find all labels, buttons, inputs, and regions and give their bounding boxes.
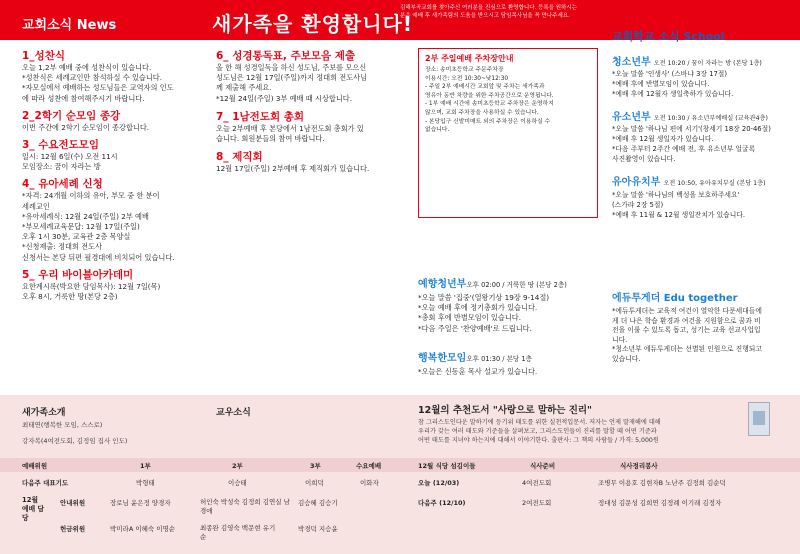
book-line-3: 어떤 태도를 지녀야 하는지에 대해서 이야기한다. 출판사: 그 책의 사람들 / 가격: 5,000원 [418,437,659,444]
edu-title: 에듀투게더 Edu together [612,293,738,304]
meal-row-next [0,496,800,510]
news-item-body [22,123,212,133]
book-cover-image [748,402,770,436]
school-line: *오늘 말씀 '하나님 편에 서기'(창세기 18장 20-46절) [612,125,771,134]
news-item [216,151,406,174]
parking-lines [425,66,591,135]
school-group-time: 오전 10:30 / 유소년부예배실 (교육관4층) [653,115,768,123]
news-item [22,139,212,172]
meal-cell: 조병무 이용호 김현자B 노난주 김정희 김순덕 [598,479,726,487]
news-line: 이번 주간에 2학기 순모임이 종강합니다. [22,122,150,132]
happy-lines [418,367,598,377]
school-group-body [612,190,798,220]
serve-row-label: 다음주 대표기도 [22,479,69,487]
news-line: 세례교인 [22,201,50,211]
news-item-body [22,282,212,302]
happy-section [418,346,598,377]
school-line: *예배 후 11월 & 12월 생일잔치가 있습니다. [612,210,746,219]
serve-cell: 박형태 [136,479,155,487]
serve-header-2: 2부 [232,462,243,470]
news-column-middle [216,50,406,181]
parking-line: - 1부 예배 시간에 송미초등학교 주차장은 운영하지 [425,101,554,108]
meal-header-0: 12월 식당 섬김이들 [418,462,476,470]
parking-line: 장소: 송미초등학교 주문주차장 [425,67,504,73]
youth-section [418,272,598,334]
happy-line: *오늘은 신동훈 목사 설교가 있습니다. [418,367,538,376]
school-line: 사진촬영이 있습니다. [612,155,676,164]
news-line: 오늘 2부예배 후 본당에서 1남전도회 총회가 있 [216,123,364,133]
school-line: *예배 후에 반별모임이 있습니다. [612,80,710,89]
serve-header-row [0,458,800,472]
school-title: 교회학교 소식 School [612,30,725,43]
parking-line: 이용시간: 오전 10:30~낮12:30 [425,75,509,82]
newfamily-line-2: 강자복(4여전도회, 김정임 집사 인도) [22,437,128,445]
news-item-title: 5_ 우리 바이블아카데미 [22,268,134,281]
news-line: 오늘 1,2부 예배 중에 성찬식이 있습니다. [22,63,152,72]
news-title: 교회소식 News [22,18,117,33]
news-line: 습니다. 회원분들의 참여 바랍니다. [216,134,325,144]
december-serve-label: 12월 예배 담당 [22,496,45,522]
parking-line: 영유아 동반 차량을 위한 주차공간으로 운영됩니다. [425,92,554,99]
parking-notice-box [418,48,598,218]
meal-cell: 2여전도회 [522,499,552,507]
news-line: 께 제출해 주세요. [216,83,272,93]
serve-cell: 허인숙 박성숙 김정희 김연실 남경애 [200,498,290,515]
school-line: (스가랴 2장 5절) [612,200,664,209]
news-item [22,50,212,104]
news-item-body [216,164,406,174]
meal-header-2: 식사정리봉사 [620,462,658,470]
news-line: *신청제출: 정대희 전도사 [22,242,103,252]
news-line: 오후 8시, 거룩한 땅(본당 2층) [22,292,118,302]
meal-cell: 4여전도회 [522,479,552,487]
news-line: *자격: 24개월 이하의 유아, 부모 중 한 분이 [22,191,160,201]
news-item-body [216,124,406,144]
meal-header-1: 식사준비 [530,462,556,470]
news-item-title: 3_ 수요전도모임 [22,139,100,152]
news-line: 요한계시록(박요한 담임목사): 12월 7일(목) [22,281,161,291]
serve-row-label: 헌금위원 [60,525,86,533]
school-group-body [612,69,798,99]
serve-header-0: 예배위원 [22,462,48,470]
news-item-title: 2_2학기 순모임 종강 [22,109,121,122]
newfamily-title: 새가족소개 [22,408,66,418]
news-item [216,50,406,104]
school-group-title: 유아유치부 [612,177,661,189]
book-line-2: 우리가 갖는 여러 태도와 기준들을 살펴보고, 그리스도인들이 진리를 말할 때 어떤 기준과 [418,428,657,435]
teacher-title: 교우소식 [216,408,251,418]
news-line: *자모실에서 예배하는 성도님들은 교역자의 인도 [22,83,174,93]
school-group-time: 오전 10:20 / 꿈이 자라는 방 (본당 1층) [653,60,762,67]
edu-line: *청소년부 에듀투게더는 선별된 인원으로 진행되고 [612,345,762,354]
serve-cell: 박경덕 지승윤 [298,525,338,533]
news-line: 올 한 해 성경일독을 하신 성도님, 주보를 모으신 [216,63,367,72]
youth-line: *오늘 예배 후에 정기총회가 있습니다. [418,303,538,313]
school-line: *오늘 말씀 '인생사' (스바냐 3장 17절) [612,70,728,79]
book-line-1: 참 그리스도인다운 말하기에 등기위 태도를 위한 실천적입문서. 저자는 언제 말재해에 대해 [418,419,661,426]
parking-line: 않으며, 교회 주차장을 사용하실 수 있습니다. [425,109,539,116]
parking-title: 2부 주일예배 주차장안내 [425,54,514,63]
news-item-body [22,63,212,104]
parking-line: 없습니다. [425,127,450,134]
school-line: *예배 후 12월 생일자가 있습니다. [612,135,714,144]
book-title: 12월의 추천도서 "사랑으로 말하는 진리" [418,405,593,416]
youth-lines [418,293,598,334]
serve-row-label: 안내위원 [60,499,86,507]
news-line: *성찬식은 세례교인만 참석하실 수 있습니다. [22,73,162,83]
edu-line: *에듀투게더는 교육적 여건이 열악한 다문세대들에 [612,307,762,315]
news-item-title: 7_ 1남전도회 총회 [216,110,305,123]
serve-cell: 김승혜 김승기 [298,499,338,507]
school-group-title: 유소년부 [612,112,651,124]
youth-line: *다음 주일은 '찬양예배'로 드립니다. [418,323,532,333]
news-item-body [216,63,406,104]
edu-section [612,292,798,365]
school-group-time: 오전 10:50, 유아유치부실 (본당 1층) [663,180,766,188]
serve-cell: 이화자 [360,479,379,487]
newfamily-line-1: 최태연(행복한 모임, 스스로) [22,421,103,429]
news-item-title: 1_성찬식 [22,50,65,62]
news-line: 12월 17일(주일) 2부예배 후 제직회가 있습니다. [216,164,370,174]
news-item-title: 8_ 제직회 [216,151,263,164]
news-column-left [22,50,212,308]
meal-row-today [0,476,800,490]
school-line: *예배 후에 12월자 생일축하가 있습니다. [612,90,734,99]
news-line: 신청서는 본당 뒤편 필경대에 비치되어 있습니다. [22,252,175,262]
school-groups [612,50,798,226]
news-line: *유아세례식: 12월 24일(주일) 2부 예배 [22,211,149,221]
news-item [22,178,212,262]
news-line: 일시: 12월 6일(수) 오전 11시 [22,152,118,162]
meal-row-label: 다음주 (12/10) [418,499,466,507]
serve-header-4: 수요예배 [356,462,382,470]
welcome-title: 새가족을 환영합니다! [212,12,413,36]
news-line: 모임장소: 꿈이 자라는 방 [22,162,101,172]
school-group [612,50,798,99]
serve-cell: 박미라A 이혜숙 이명순 [110,525,176,533]
news-item-body [22,191,212,262]
youth-time: 오후 02:00 / 거룩한 땅 (본당 2층) [466,281,567,289]
serve-header-1: 1부 [140,462,151,470]
youth-line: *총회 후에 반별모임이 있습니다. [418,313,521,323]
serve-cell: 최종완 김영숙 백문현 유기순 [200,524,276,541]
parking-line: - 주일 2부 예배시간 교회앞 및 주차는 새가족과 [425,84,545,91]
school-group-header [612,170,798,189]
edu-lines [612,307,798,365]
school-group-body [612,124,798,164]
news-line: *12월 24일(주일) 3부 예배 때 시상합니다. [216,93,353,103]
news-item [22,110,212,133]
news-item-title: 4_ 유아세례 신청 [22,178,103,191]
serve-cell: 이승태 [228,479,247,487]
news-line: 성도님은 12월 17일(주일)까지 정대희 전도사님 [216,73,368,83]
happy-title: 행복한모임 [418,353,467,364]
school-group [612,105,798,164]
serve-cell: 이희덕 [305,479,324,487]
news-item-body [22,152,212,172]
news-line: 오후 1시 30분, 교육관 2층 목양실 [22,232,131,242]
school-line: *오늘 말씀 '하나님의 백성을 보호하주세요' [612,190,740,199]
edu-line: 니다. [612,335,628,344]
happy-time: 오후 01:30 / 본당 1층 [466,355,532,363]
school-line: *다음 주부터 2주간 예배 전, 후 유소년부 얼굴록 [612,145,756,154]
youth-title: 예향청년부 [418,279,467,290]
welcome-notice: 김해부곡교회를 찾아주신 여러분을 진심으로 환영합니다. 등록을 원하시는 분은 예배 후 새가족팀의 도움을 받으시고 담임목사님을 꼭 만나주세요. [400,5,577,19]
parking-line: - 본당입구 신발미매트 외의 주차장은 이용하실 수 [425,118,551,125]
serve-row-offering [0,522,800,542]
edu-line: 게 더 나은 학습 환경과 여건을 지원함으로 꿈과 비 [612,316,761,325]
news-line: *부모세례교육문답: 12월 17일(주일) [22,222,140,232]
serve-cell: 장로님 윤은정 양경자 [110,499,171,507]
meal-cell: 정대성 김문성 김희연 김정례 이기래 김정자 [598,499,722,507]
edu-line: 있습니다. [612,354,641,363]
serve-header-3: 3부 [310,462,321,470]
school-group-title: 청소년부 [612,57,651,68]
meal-row-label: 오늘 (12/03) [418,479,460,487]
edu-line: 전을 이룰 수 있도록 돕고, 성기는 교육 선교사업입 [612,326,761,335]
news-item [216,111,406,144]
school-group [612,170,798,219]
news-item [22,269,212,302]
school-group-header [612,105,798,124]
news-line: 에 따라 성찬에 참여해주시기 바랍니다. [22,93,145,103]
news-item-title: 6_ 성경통독표, 주보모음 제출 [216,50,356,62]
school-group-header [612,50,798,69]
youth-line: *오늘 말씀 '집중'(열왕기상 19장 9-14절) [418,293,550,302]
